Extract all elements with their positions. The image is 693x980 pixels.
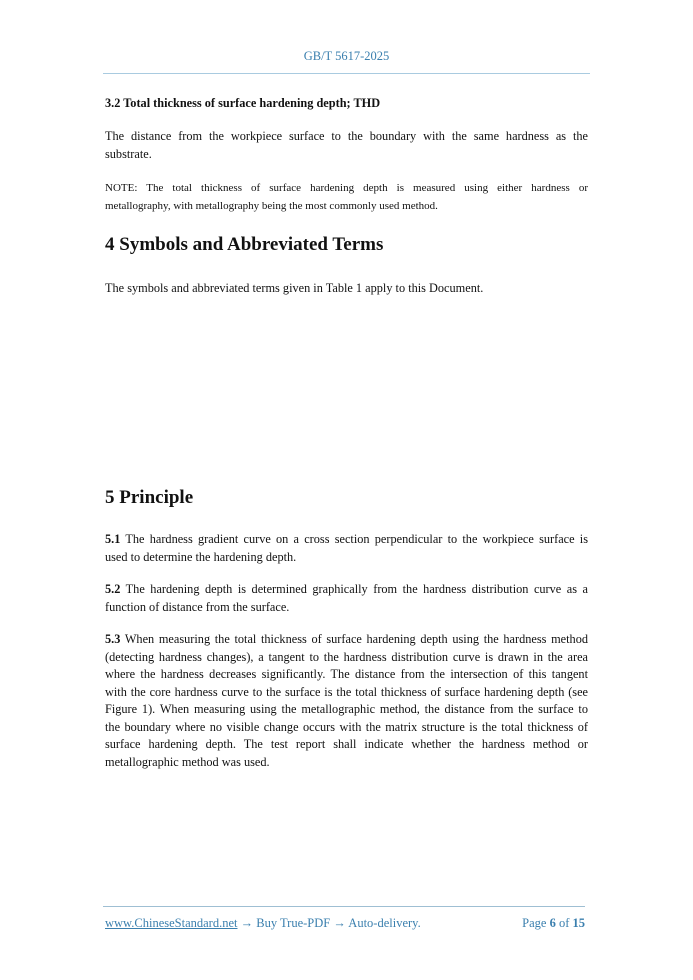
clause-5-1 [105,531,588,566]
text-line: function of distance from the surface. [105,599,290,614]
text-line: NOTE: The total thickness of surface hardening depth is measured using either hardness or [105,182,588,194]
clause-number: 5.1 [105,532,121,546]
text-line: The distance from the workpiece surface to the boundary with the same hardness as the [105,129,588,143]
section-3-2-definition [105,128,588,163]
text-span: When measuring the total thickness of surface hardening depth using the hardness method [120,632,588,646]
header-divider [103,73,590,74]
running-header: GB/T 5617-2025 [303,49,390,63]
section-3-2-note [105,179,588,215]
text-line: (detecting hardness changes), a tangent to the hardness distribution curve is drawn in the area [105,649,588,664]
footer-promo-text: → Buy True-PDF → Auto-delivery. [237,916,421,930]
clause-number: 5.2 [105,582,121,596]
clause-5-2 [105,581,588,616]
text-line: metallographic method was used. [105,754,270,769]
of-label: of [555,916,573,930]
text-line: metallography, with metallography being the most commonly used method. [105,200,438,212]
text-span: The hardness gradient curve on a cross section perpendicular to the workpiece surface is [120,532,588,546]
text-line: where the hardness decreases significantly. The distance from the intersection of this tangent [105,667,588,681]
section-4-text [105,280,588,298]
page-total: 15 [572,916,585,930]
footer-promo [105,916,421,931]
section-3-2-heading: 3.2 Total thickness of surface hardening depth; THD [105,96,381,110]
page-number: 6 [549,916,556,930]
text-span: The hardening depth is determined graphically from the hardness distribution curve as a [120,582,588,596]
text-line: used to determine the hardening depth. [105,549,297,564]
page-footer [105,916,585,931]
section-4-heading: 4 Symbols and Abbreviated Terms [105,234,384,255]
website-link[interactable]: www.ChineseStandard.net [105,916,238,930]
text-line: surface hardening depth. The test report shall indicate whether the hardness method or [105,737,588,751]
text-line: the boundary where no visible change occurs with the matrix structure is the total thickness of [105,719,588,734]
text-line [105,631,588,649]
text-line: with the core hardness curve to the surface is the total thickness of surface hardening depth (see [105,684,588,699]
page-indicator [522,916,585,931]
page-label: Page [522,916,550,930]
clause-5-3 [105,631,588,771]
footer-divider [103,906,585,907]
text-line: Figure 1). When measuring using the metallographic method, the distance from the surface to [105,702,588,716]
text-line [105,581,588,599]
text-line [105,531,588,549]
text-line: The symbols and abbreviated terms given in Table 1 apply to this Document. [105,281,484,295]
text-line: substrate. [105,146,152,161]
section-5-heading: 5 Principle [105,487,194,508]
clause-number: 5.3 [105,632,121,646]
